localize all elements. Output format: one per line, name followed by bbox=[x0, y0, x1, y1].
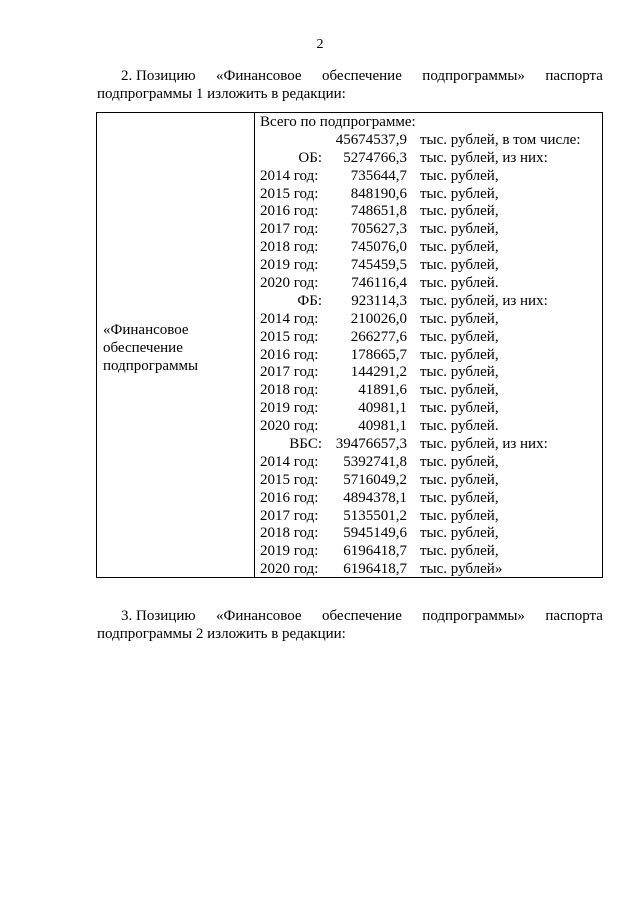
row-label: 2014 год: bbox=[260, 310, 319, 327]
row-amount: 40981,1 bbox=[358, 418, 407, 435]
paragraph-3 bbox=[97, 607, 603, 643]
table-row bbox=[260, 311, 600, 329]
table-row bbox=[260, 150, 600, 168]
row-unit: тыс. рублей, bbox=[420, 167, 499, 184]
row-unit: тыс. рублей, в том числе: bbox=[420, 131, 581, 148]
row-label: ОБ: bbox=[298, 149, 322, 166]
table-header-text: Всего по подпрограмме: bbox=[260, 114, 416, 130]
row-unit: тыс. рублей, из них: bbox=[420, 292, 548, 309]
paragraph-3-word: 3. Позицию bbox=[121, 608, 196, 624]
row-amount: 923114,3 bbox=[351, 292, 407, 309]
row-amount: 210026,0 bbox=[350, 310, 407, 327]
table-row bbox=[260, 364, 600, 382]
row-unit: тыс. рублей, bbox=[420, 257, 499, 274]
row-label: 2018 год: bbox=[260, 239, 319, 256]
row-label: ВБС: bbox=[289, 436, 322, 453]
row-unit: тыс. рублей, из них: bbox=[420, 149, 548, 166]
table-row bbox=[260, 203, 600, 221]
row-unit: тыс. рублей, bbox=[420, 239, 499, 256]
row-unit: тыс. рублей, bbox=[420, 185, 499, 202]
table-row bbox=[260, 239, 600, 257]
table-row bbox=[260, 132, 600, 150]
table-row bbox=[260, 186, 600, 204]
row-amount: 746116,4 bbox=[351, 275, 407, 292]
row-amount: 178665,7 bbox=[350, 346, 407, 363]
row-unit: тыс. рублей, bbox=[420, 382, 499, 399]
paragraph-3-word: паспорта bbox=[545, 608, 603, 624]
row-amount: 4894378,1 bbox=[343, 489, 407, 506]
table-row bbox=[260, 168, 600, 186]
row-unit: тыс. рублей, bbox=[420, 203, 499, 220]
row-amount: 39476657,3 bbox=[335, 436, 407, 453]
row-label: ФБ: bbox=[297, 292, 322, 309]
table-left-cell: «Финансовое обеспечение подпрограммы bbox=[103, 322, 199, 374]
paragraph-2 bbox=[97, 67, 603, 103]
table-column-divider bbox=[254, 113, 255, 577]
row-amount: 745076,0 bbox=[350, 239, 407, 256]
table-row bbox=[260, 436, 600, 454]
row-label: 2020 год: bbox=[260, 418, 319, 435]
table-row bbox=[260, 561, 600, 579]
row-amount: 41891,6 bbox=[358, 382, 407, 399]
table-row bbox=[260, 382, 600, 400]
row-amount: 40981,1 bbox=[358, 400, 407, 417]
row-amount: 144291,2 bbox=[350, 364, 407, 381]
row-unit: тыс. рублей, bbox=[420, 364, 499, 381]
row-unit: тыс. рублей» bbox=[420, 561, 503, 578]
row-amount: 5274766,3 bbox=[343, 149, 407, 166]
table-row bbox=[260, 508, 600, 526]
row-amount: 266277,6 bbox=[350, 328, 407, 345]
table-row bbox=[260, 400, 600, 418]
row-label: 2017 год: bbox=[260, 507, 319, 524]
row-amount: 5716049,2 bbox=[343, 471, 407, 488]
row-label: 2016 год: bbox=[260, 489, 319, 506]
row-label: 2017 год: bbox=[260, 221, 319, 238]
paragraph-3-word: подпрограммы» bbox=[422, 608, 525, 624]
row-amount: 6196418,7 bbox=[343, 561, 407, 578]
table-row bbox=[260, 472, 600, 490]
paragraph-3-word: «Финансовое bbox=[215, 608, 302, 624]
table-row bbox=[260, 329, 600, 347]
row-unit: тыс. рублей, bbox=[420, 328, 499, 345]
row-unit: тыс. рублей, bbox=[420, 471, 499, 488]
row-label: 2017 год: bbox=[260, 364, 319, 381]
row-unit: тыс. рублей, bbox=[420, 453, 499, 470]
table-row bbox=[260, 275, 600, 293]
paragraph-3-word: обеспечение bbox=[322, 608, 402, 624]
row-label: 2015 год: bbox=[260, 185, 319, 202]
paragraph-2-word: обеспечение bbox=[322, 68, 402, 84]
paragraph-2-word: паспорта bbox=[545, 68, 603, 84]
paragraph-2-word: 2. Позицию bbox=[121, 68, 196, 84]
table-row bbox=[260, 293, 600, 311]
row-unit: тыс. рублей, bbox=[420, 400, 499, 417]
row-amount: 745459,5 bbox=[350, 257, 407, 274]
row-amount: 5135501,2 bbox=[343, 507, 407, 524]
paragraph-3-line-1 bbox=[97, 607, 603, 625]
table-row bbox=[260, 257, 600, 275]
page-number: 2 bbox=[316, 37, 324, 52]
row-unit: тыс. рублей, bbox=[420, 525, 499, 542]
row-label: 2019 год: bbox=[260, 257, 319, 274]
row-amount: 5945149,6 bbox=[343, 525, 407, 542]
row-unit: тыс. рублей, bbox=[420, 221, 499, 238]
row-unit: тыс. рублей, bbox=[420, 543, 499, 560]
row-unit: тыс. рублей. bbox=[420, 275, 499, 292]
row-amount: 848190,6 bbox=[350, 185, 407, 202]
row-amount: 705627,3 bbox=[350, 221, 407, 238]
row-label: 2020 год: bbox=[260, 275, 319, 292]
row-label: 2020 год: bbox=[260, 561, 319, 578]
row-label: 2016 год: bbox=[260, 346, 319, 363]
row-amount: 5392741,8 bbox=[343, 453, 407, 470]
row-unit: тыс. рублей, bbox=[420, 310, 499, 327]
paragraph-2-word: «Финансовое bbox=[215, 68, 302, 84]
table-row bbox=[260, 418, 600, 436]
table-header-row bbox=[260, 114, 600, 132]
row-unit: тыс. рублей. bbox=[420, 418, 499, 435]
row-amount: 45674537,9 bbox=[335, 131, 407, 148]
paragraph-3-line-2: подпрограммы 2 изложить в редакции: bbox=[97, 626, 346, 642]
row-amount: 6196418,7 bbox=[343, 543, 407, 560]
row-label: 2018 год: bbox=[260, 525, 319, 542]
row-unit: тыс. рублей, из них: bbox=[420, 436, 548, 453]
row-unit: тыс. рублей, bbox=[420, 507, 499, 524]
row-amount: 748651,8 bbox=[350, 203, 407, 220]
paragraph-2-line-2: подпрограммы 1 изложить в редакции: bbox=[97, 86, 346, 102]
table-row bbox=[260, 347, 600, 365]
row-label: 2018 год: bbox=[260, 382, 319, 399]
row-label: 2015 год: bbox=[260, 328, 319, 345]
paragraph-2-word: подпрограммы» bbox=[422, 68, 525, 84]
table-row bbox=[260, 454, 600, 472]
row-label: 2019 год: bbox=[260, 400, 319, 417]
table-row bbox=[260, 543, 600, 561]
row-unit: тыс. рублей, bbox=[420, 346, 499, 363]
table-right-cell bbox=[260, 114, 600, 579]
paragraph-2-line-1 bbox=[97, 67, 603, 85]
financing-table bbox=[96, 112, 603, 578]
row-label: 2019 год: bbox=[260, 543, 319, 560]
row-label: 2014 год: bbox=[260, 167, 319, 184]
table-row bbox=[260, 525, 600, 543]
row-label: 2015 год: bbox=[260, 471, 319, 488]
row-label: 2016 год: bbox=[260, 203, 319, 220]
table-row bbox=[260, 221, 600, 239]
row-unit: тыс. рублей, bbox=[420, 489, 499, 506]
row-amount: 735644,7 bbox=[350, 167, 407, 184]
table-row bbox=[260, 490, 600, 508]
row-label: 2014 год: bbox=[260, 453, 319, 470]
